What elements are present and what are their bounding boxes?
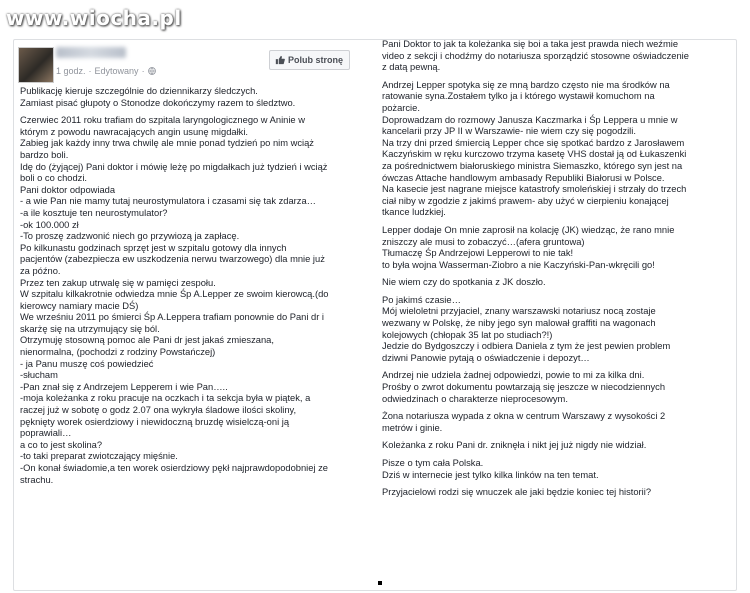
post-text-line: -to taki preparat zwiotczający mięśnie. <box>20 451 178 462</box>
post-text-left-column <box>20 86 365 486</box>
post-text-line: a co to jest skolina? <box>20 439 103 450</box>
post-text-line: ciał niby w zgodzie z jakimś prawem- aby użyć w cierpieniu konającej <box>382 195 669 206</box>
globe-icon <box>148 67 156 75</box>
post-text-line: Kaczyńskim w ręku kurczowo trzyma kasetę VHS dostał ją od Łukaszenki <box>382 149 687 160</box>
post-text-line: pęknięty worek osierdziowy i niewidoczną bruzdę wisielczą-oni ją <box>20 416 290 427</box>
post-time[interactable]: 1 godz. <box>56 66 86 76</box>
post-text-line: Mój wieloletni przyjaciel, znany warszawski notariusz nocą zostaje <box>382 306 656 317</box>
post-text-line: video z sekcji i chodźmy do notariusza sporządzić stosowne oświadczenie <box>382 50 689 61</box>
post-text-line: -moja koleżanka z roku pracuje na oczkach i ta sekcja była w piątek, a <box>20 393 311 404</box>
post-text-line: ówczas Attache handlowym ambasady Republiki Białorusi w Polsce. <box>382 172 665 183</box>
post-text-line: raczej już w sobotę o godz 2.07 ona wykryła śladowe ilości skoliny, <box>20 405 297 416</box>
post-text-line: Idę do (żyjącej) Pani doktor i mówię leżę po migdałkach już tydzień i wciąż <box>20 161 328 172</box>
post-text-line: wezwany w Polskę, że niby jego syn malował graffiti na wagonach <box>382 318 656 329</box>
post-text-line: kolejowych (chłopak 35 lat po studiach?!) <box>382 329 553 340</box>
post-text-line: zniszczy ale musi to zobaczyć…(afera gruntowa) <box>382 236 585 247</box>
post-text-line: poprawiali… <box>20 428 72 439</box>
post-text-line: to była wojna Wasserman-Ziobro a nie Kaczyński-Pan-wkręcili go! <box>382 259 655 270</box>
watermark-logo: www.wiocha.pl <box>6 6 182 30</box>
post-text-line: Zabieg jak każdy inny trwa chwilę ale mnie ponad tydzień po nim wciąż <box>20 138 314 149</box>
post-text-line: Jedzie do Bydgoszczy i odbiera Daniela z tym że jest pewien problem <box>382 341 671 352</box>
post-text-line: Przyjacielowi rodzi się wnuczek ale jaki będzie koniec tej historii? <box>382 487 652 498</box>
post-text-line: bardzo boli. <box>20 149 69 160</box>
post-text-line: Przez ten zakup utrwalę się w pamięci zespołu. <box>20 277 216 288</box>
post-text-line: - ja Panu muszę coś powiedzieć <box>20 358 154 369</box>
blurred-author-name[interactable] <box>56 47 126 58</box>
bullet-mark <box>378 581 382 585</box>
post-text-line: Czerwiec 2011 roku trafiam do szpitala laryngologicznego w Aninie w <box>20 115 305 126</box>
post-text-line: Lepper dodaje On mnie zaprosił na kolację (JK) wiedząc, że rano mnie <box>382 224 675 235</box>
post-text-line: za pośrednictwem białoruskiego ministra Siemaszko, którego syn jest na <box>382 160 683 171</box>
edited-label[interactable]: Edytowany <box>94 66 139 76</box>
post-meta <box>56 66 156 76</box>
post-text-line: W szpitalu kilkakrotnie odwiedza mnie Śp A.Lepper ze swoim kierowcą.(do <box>20 289 329 300</box>
post-text-line: pacjentów (zabezpiecza ew uszkodzenia nerwu twarzowego) dla mnie już <box>20 254 325 265</box>
like-page-label: Polub stronę <box>288 55 344 65</box>
post-text-line: metrów i ginie. <box>382 422 443 433</box>
post-text-line: nienormalna, (pochodzi z rodziny Powstańczej) <box>20 347 216 358</box>
post-text-line: Publikację kieruje szczególnie do dziennikarzy śledczych. <box>20 86 258 96</box>
post-text-line: Na kasecie jest nagrane miejsce katastrofy smoleńskiej i strzały do trzech <box>382 184 687 195</box>
post-text-line: Pani doktor odpowiada <box>20 184 116 195</box>
post-text-line: kancelarii przy JP II w Warszawie- nie wiem czy się pogodzili. <box>382 126 636 137</box>
avatar[interactable] <box>18 47 54 83</box>
post-text-line: Koleżanka z roku Pani dr. zniknęła i nikt jej już nigdy nie widział. <box>382 440 647 451</box>
post-text-line: Pani Doktor to jak ta koleżanka się boi a taka jest prawda niech weźmie <box>382 39 679 49</box>
post-text-line: Po jakimś czasie… <box>382 294 461 305</box>
post-text-line: Żona notariusza wypada z okna w centrum Warszawy z wysokości 2 <box>382 411 666 422</box>
meta-separator-2: · <box>141 66 145 76</box>
post-text-line: boli o co chodzi. <box>20 173 88 184</box>
post-text-line: Dziś w internecie jest tylko kilka linków na ten temat. <box>382 469 599 480</box>
post-text-line: Zamiast pisać głupoty o Stonodze dokończymy razem to śledztwo. <box>20 97 296 108</box>
post-text-line: -ok 100.000 zł <box>20 219 79 230</box>
post-text-line: Na trzy dni przed śmiercią Lepper chce się spotkać bardzo z Jarosławem <box>382 137 685 148</box>
post-text-line: którym z powodu nawracających angin usunę migdałki. <box>20 126 249 137</box>
post-text-line: Otrzymuję stosowną pomoc ale Pani dr jest jakaś zmieszana, <box>20 335 274 346</box>
post-text-line: -To proszę zadzwonić niech go przywiozą ja zapłacę. <box>20 231 240 242</box>
post-text-line: kierowcy namiary macie DŚ) <box>20 300 139 311</box>
post-text-line: -a ile kosztuje ten neurostymulator? <box>20 207 168 218</box>
post-text-line: Prośby o zwrot dokumentu powtarzają się jeszcze w niecodziennych <box>382 382 666 393</box>
post-text-line: Nie wiem czy do spotkania z JK doszło. <box>382 277 546 288</box>
post-text-line: Andrzej Lepper spotyka się ze mną bardzo często nie ma środków na <box>382 79 670 90</box>
post-text-line: tkance ludzkiej. <box>382 207 446 218</box>
like-page-button[interactable] <box>269 50 350 70</box>
post-text-line: Andrzej nie udziela żadnej odpowiedzi, powie to mi za kilka dni. <box>382 370 645 381</box>
post-text-line: -Pan znał się z Andrzejem Lepperem i wie Pan….. <box>20 381 228 392</box>
post-text-line: strachu. <box>20 474 54 485</box>
post-text-line: Tłumaczę Śp Andrzejowi Lepperowi to nie tak! <box>382 248 574 259</box>
post-text-line: pożarcie. <box>382 102 420 113</box>
post-text-line: -słucham <box>20 370 58 381</box>
post-text-line: dziwni Panowie pytają o oświadczenie i depozyt… <box>382 352 590 363</box>
post-text-line: We wrześniu 2011 po śmierci Śp A.Leppera trafiam ponownie do Pani dr i <box>20 312 325 323</box>
post-text-line: Po kilkunastu godzinach sprzęt jest w szpitalu gotowy dla innych <box>20 242 287 253</box>
post-text-line: za późno. <box>20 265 61 276</box>
post-text-right-column <box>382 39 737 499</box>
thumbs-up-icon <box>275 55 285 65</box>
post-text-line: - a wie Pan nie mamy tutaj neurostymulatora i czasami się tak zdarza… <box>20 196 317 207</box>
post-text-line: Doprowadzam do rozmowy Janusza Kaczmarka i Śp Leppera u mnie w <box>382 114 678 125</box>
post-text-line: z datą pewną. <box>382 62 441 73</box>
post-text-line: Pisze o tym cała Polska. <box>382 458 484 468</box>
post-text-line: ratowanie syna.Zostałem tylko ja i którego wystawił komuchom na <box>382 91 655 102</box>
post-text-line: skarżę się na utrzymujący się ból. <box>20 323 160 334</box>
meta-separator: · <box>88 66 92 76</box>
post-text-line: odwiedzinach o charakterze nieprocesowym. <box>382 393 568 404</box>
post-text-line: -On konał świadomie,a ten worek osierdziowy pękł najprawdopodobniej ze <box>20 463 328 473</box>
